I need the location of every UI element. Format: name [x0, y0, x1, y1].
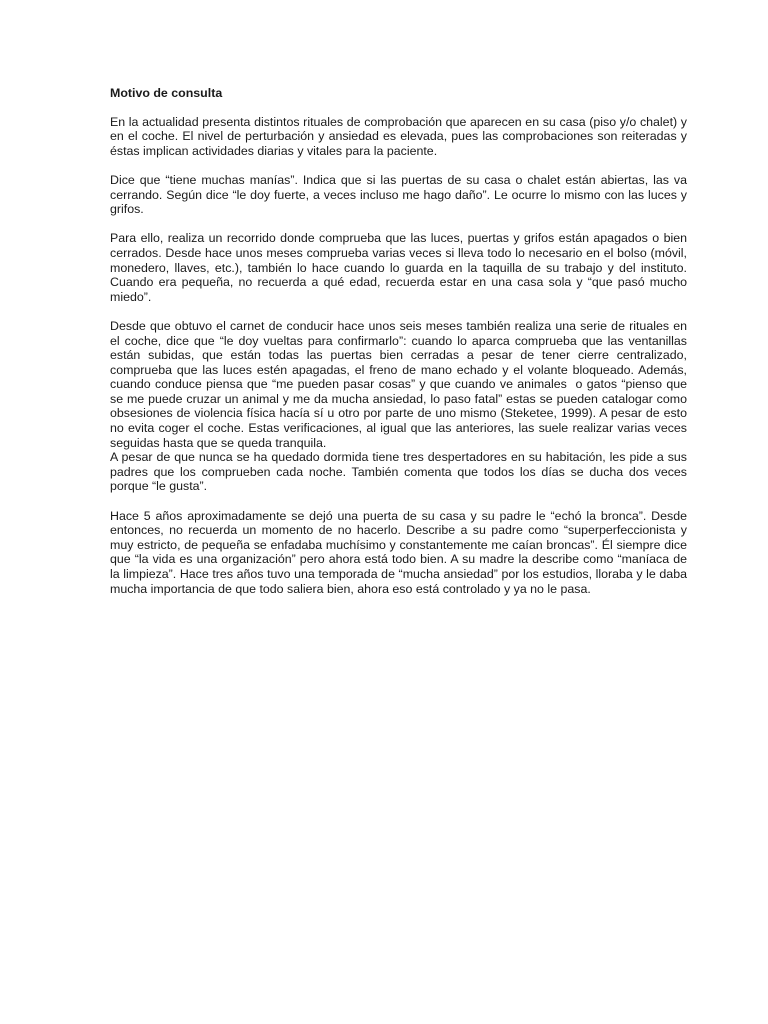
paragraph-4: Desde que obtuvo el carnet de conducir hace unos seis meses también realiza una serie de rituales en el coche, dice que “le doy vueltas para confirmarlo”: cuando lo aparca comprueba que las ventanillas están subidas, que están todas las puertas bien cerradas a pesar de tener cierre centralizado, comprueba que las luces estén apagadas, el freno de mano echado y el volante bloqueado. Además, cuando conduce piensa que “me pueden pasar cosas” y que cuando ve animales o gatos “pienso que se me puede cruzar un animal y me da mucha ansiedad, lo paso fatal” estas se pueden catalogar como obsesiones de violencia física hacía sí u otro por parte de uno mismo (Steketee, 1999). A pesar de esto no evita coger el coche. Estas verificaciones, al igual que las anteriores, las suele realizar varias veces seguidas hasta que se queda tranquila. — [110, 318, 691, 450]
paragraph-2: Dice que “tiene muchas manías”. Indica que si las puertas de su casa o chalet están abiertas, las va cerrando. Según dice “le doy fuerte, a veces incluso me hago daño”. Le ocurre lo mismo con las luces y grifos. — [110, 172, 691, 217]
document-page — [110, 86, 691, 611]
section-title: Motivo de consulta — [110, 86, 223, 100]
paragraph-3: Para ello, realiza un recorrido donde comprueba que las luces, puertas y grifos están apagados o bien cerrados. Desde hace unos meses comprueba varias veces si lleva todo lo necesario en el bolso (móvil, monedero, llaves, etc.), también lo hace cuando lo guarda en la taquilla de su trabajo y del instituto. Cuando era pequeña, no recuerda a qué edad, recuerda estar en una casa sola y “que pasó mucho miedo”. — [110, 231, 691, 304]
paragraph-1: En la actualidad presenta distintos rituales de comprobación que aparecen en su casa (piso y/o chalet) y en el coche. El nivel de perturbación y ansiedad es elevada, pues las comprobaciones son reiteradas y éstas implican actividades diarias y vitales para la paciente. — [110, 114, 691, 158]
paragraph-5: A pesar de que nunca se ha quedado dormida tiene tres despertadores en su habitación, les pide a sus padres que los comprueben cada noche. También comenta que todos los días se ducha dos veces porque “le gusta”. — [110, 450, 691, 494]
paragraph-6: Hace 5 años aproximadamente se dejó una puerta de su casa y su padre le “echó la bronca”. Desde entonces, no recuerda un momento de no hacerlo. Describe a su padre como “superperfeccionista y muy estricto, de pequeña se enfadaba muchísimo y constantemente me caían broncas”. Él siempre dice que “la vida es una organización” pero ahora está todo bien. A su madre la describe como “maníaca de la limpieza”. Hace tres años tuvo una temporada de “mucha ansiedad” por los estudios, lloraba y le daba mucha importancia de que todo saliera bien, ahora eso está controlado y ya no le pasa. — [110, 508, 691, 596]
